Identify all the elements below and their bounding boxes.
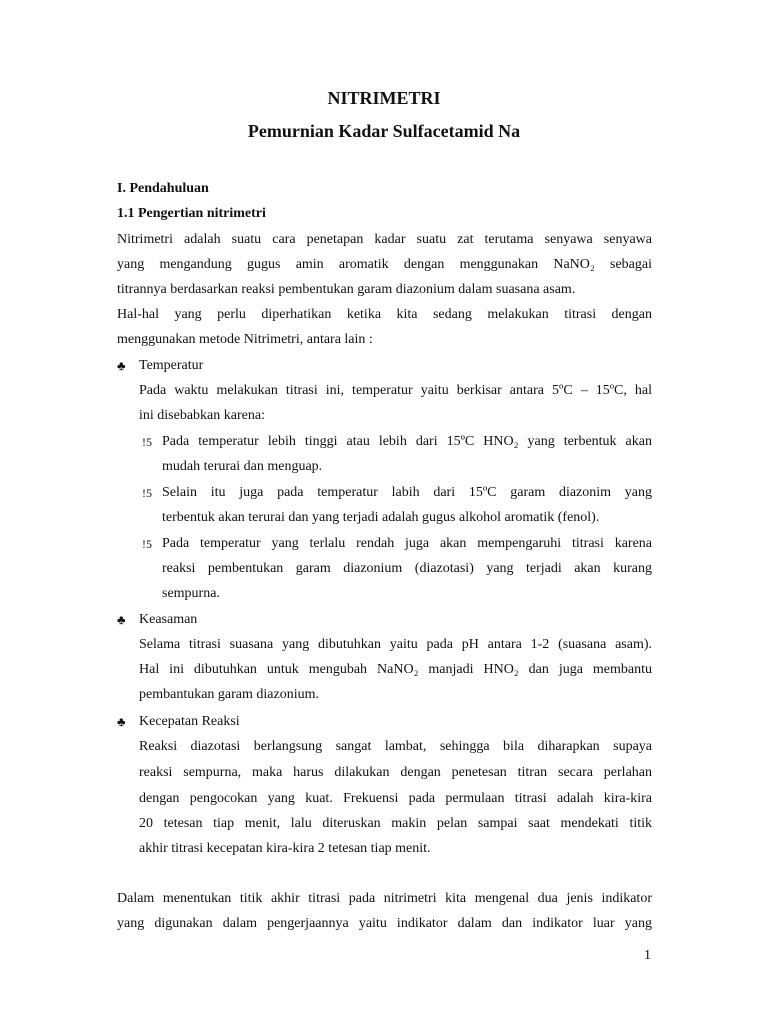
bullet-label: Temperatur xyxy=(139,358,204,373)
paragraph-line: Selama titrasi suasana yang dibutuhkan yaitu pada pH antara 1-2 (suasana asam). xyxy=(139,637,652,652)
paragraph-line: titrannya berdasarkan reaksi pembentukan garam diazonium dalam suasana asam. xyxy=(117,282,576,297)
paragraph-line: Hal-hal yang perlu diperhatikan ketika kita sedang melakukan titrasi dengan xyxy=(117,307,652,322)
subbullet-line: Pada temperatur lebih tinggi atau lebih dari 15ºC HNO₂ yang terbentuk akan xyxy=(162,434,652,449)
paragraph-line: Dalam menentukan titik akhir titrasi pada nitrimetri kita mengenal dua jenis indikator xyxy=(117,891,652,906)
club-bullet-icon: ♣ xyxy=(117,612,126,627)
subsection-heading: 1.1 Pengertian nitrimetri xyxy=(117,206,266,221)
paragraph-line: 20 tetesan tiap menit, lalu diteruskan makin pelan sampai saat mendekati titik xyxy=(139,816,652,831)
paragraph-line: pembantukan garam diazonium. xyxy=(139,687,319,702)
section-heading: I. Pendahuluan xyxy=(117,181,209,196)
subbullet-line: terbentuk akan terurai dan yang terjadi adalah gugus alkohol aromatik (fenol). xyxy=(162,510,600,525)
paragraph-line: dengan pengocokan yang kuat. Frekuensi pada permulaan titrasi adalah kira-kira xyxy=(139,791,652,806)
club-bullet-icon: ♣ xyxy=(117,358,126,373)
paragraph-line: yang digunakan dalam pengerjaannya yaitu indikator dalam dan indikator luar yang xyxy=(117,916,652,931)
document-subtitle: Pemurnian Kadar Sulfacetamid Na xyxy=(247,121,521,141)
page-number: 1 xyxy=(644,948,651,963)
subbullet-line: reaksi pembentukan garam diazonium (diazotasi) yang terjadi akan kurang xyxy=(162,561,652,576)
bullet-label: Kecepatan Reaksi xyxy=(139,714,240,729)
paragraph-line: ini disebabkan karena: xyxy=(139,408,265,423)
subbullet-icon: !5 xyxy=(142,537,152,551)
paragraph-line: Pada waktu melakukan titrasi ini, temperatur yaitu berkisar antara 5ºC – 15ºC, hal xyxy=(139,383,652,398)
paragraph-line: Nitrimetri adalah suatu cara penetapan kadar suatu zat terutama senyawa senyawa xyxy=(117,232,652,247)
paragraph-line: Reaksi diazotasi berlangsung sangat lambat, sehingga bila diharapkan supaya xyxy=(139,739,652,754)
bullet-label: Keasaman xyxy=(139,612,198,627)
paragraph-line: akhir titrasi kecepatan kira-kira 2 tetesan tiap menit. xyxy=(139,841,431,856)
club-bullet-icon: ♣ xyxy=(117,714,126,729)
paragraph-line: reaksi sempurna, maka harus dilakukan dengan penetesan titran secara perlahan xyxy=(139,765,652,780)
paragraph-line: Hal ini dibutuhkan untuk mengubah NaNO₂ manjadi HNO₂ dan juga membantu xyxy=(139,662,652,677)
subbullet-line: mudah terurai dan menguap. xyxy=(162,459,323,474)
subbullet-line: Selain itu juga pada temperatur labih dari 15ºC garam diazonim yang xyxy=(162,485,652,500)
subbullet-line: Pada temperatur yang terlalu rendah juga akan mempengaruhi titrasi karena xyxy=(162,536,652,551)
subbullet-icon: !5 xyxy=(142,435,152,449)
document-title: NITRIMETRI xyxy=(327,88,441,108)
paragraph-line: menggunakan metode Nitrimetri, antara lain : xyxy=(117,332,373,347)
subbullet-line: sempurna. xyxy=(162,586,220,601)
subbullet-icon: !5 xyxy=(142,486,152,500)
paragraph-line: yang mengandung gugus amin aromatik dengan menggunakan NaNO₂ sebagai xyxy=(117,257,652,272)
